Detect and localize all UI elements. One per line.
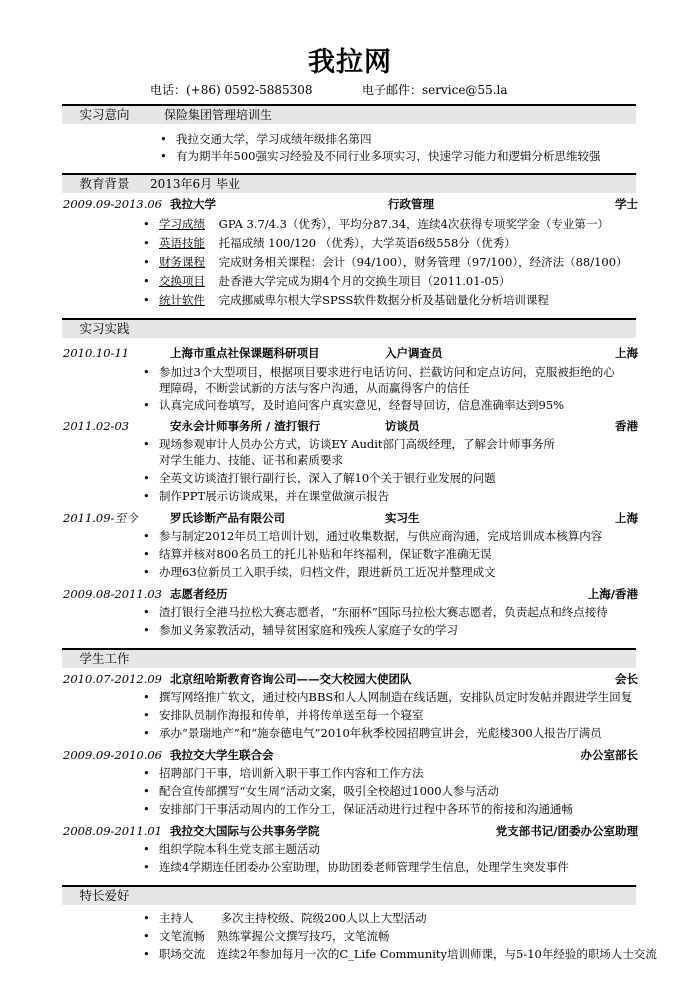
- entry-place: 上海/香港: [587, 587, 638, 601]
- entry-org: 志愿者经历: [170, 587, 228, 601]
- entry-role: 党支部书记/团委办公室助理: [495, 824, 638, 838]
- entry-place: 香港: [615, 419, 638, 433]
- entry-role: 入户调查员: [385, 346, 443, 360]
- entry-org: 上海市重点社保课题科研项目: [170, 346, 320, 360]
- entry-org: 罗氏诊断产品有限公司: [170, 511, 285, 525]
- intent-position: 保险集团管理培训生: [164, 108, 273, 122]
- entry-date: 2009.08-2011.03: [63, 587, 162, 601]
- education-degree: 学士: [615, 197, 638, 211]
- entry-place: 上海: [615, 511, 638, 525]
- contact-email: 电子邮件：service@55.la: [362, 83, 508, 97]
- section-internship-intent: [62, 104, 636, 124]
- resume-name: 我拉网: [308, 47, 392, 78]
- entry-role: 访谈员: [385, 419, 420, 433]
- section-title: 实习实践: [79, 321, 130, 336]
- entry-date: 2008.09-2011.01: [63, 824, 162, 838]
- entry-org: 安永会计师事务所 / 渣打银行: [170, 419, 321, 433]
- section-title: 实习意向: [79, 107, 130, 122]
- entry-org: 我拉交大学生联合会: [170, 748, 274, 762]
- contact-phone: 电话：(+86) 0592-5885308: [150, 83, 313, 97]
- entry-date: 2011.02-03: [63, 419, 130, 433]
- entry-role: 办公室部长: [580, 748, 638, 762]
- entry-place: 上海: [615, 346, 638, 360]
- entry-org: 我拉交大国际与公共事务学院: [170, 824, 320, 838]
- entry-date: 2009.09-2010.06: [63, 748, 162, 762]
- entry-date: 2010.10-11: [63, 346, 130, 360]
- education-school: 我拉大学: [170, 197, 216, 211]
- section-education: [62, 173, 636, 193]
- section-hobbies: [62, 885, 636, 905]
- section-student-work: [62, 648, 636, 668]
- entry-date: 2011.09-至今: [63, 511, 138, 525]
- section-title: 学生工作: [79, 651, 130, 666]
- section-internship: [62, 318, 636, 338]
- education-major: 行政管理: [388, 197, 434, 211]
- entry-date: 2010.07-2012.09: [63, 672, 162, 686]
- entry-role: 实习生: [385, 511, 420, 525]
- graduation-date: 2013年6月 毕业: [150, 177, 240, 191]
- entry-role: 会长: [615, 672, 638, 686]
- entry-org: 北京纽哈斯教育咨询公司——交大校园大使团队: [170, 672, 412, 686]
- section-title: 特长爱好: [79, 888, 130, 903]
- education-date: 2009.09-2013.06: [63, 197, 162, 211]
- section-title: 教育背景: [79, 176, 130, 191]
